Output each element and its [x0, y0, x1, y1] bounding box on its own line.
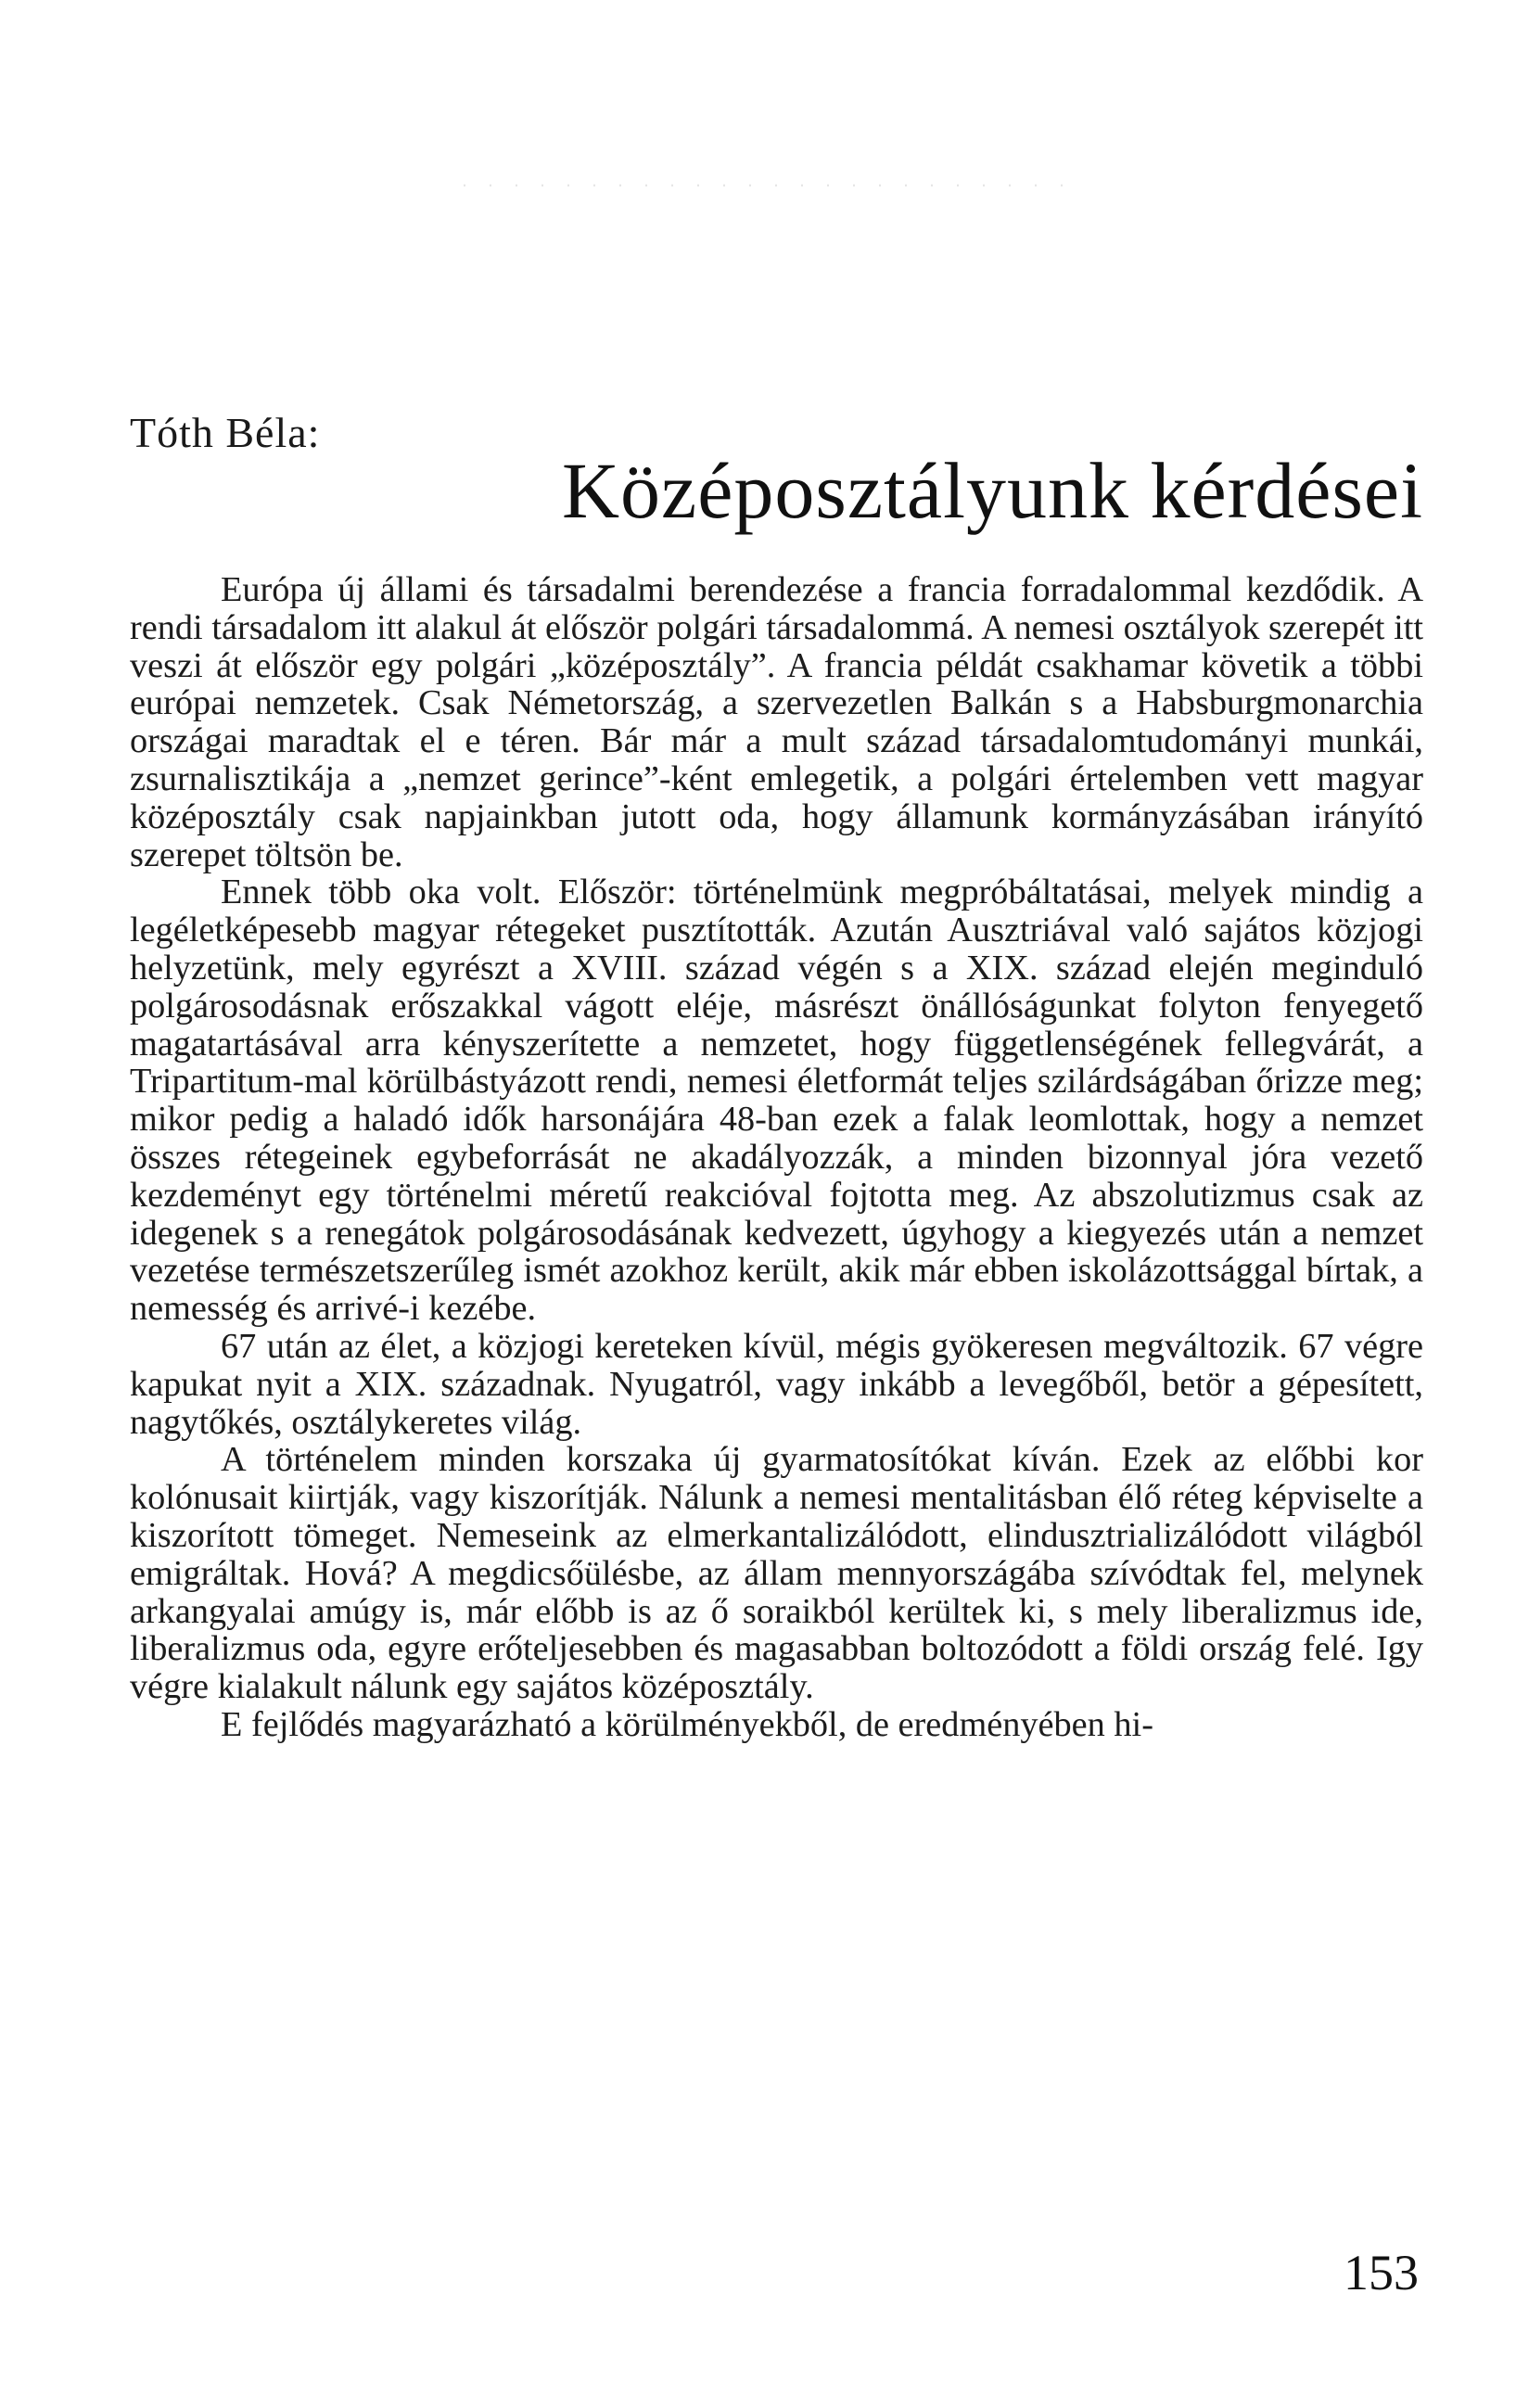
- paragraph: Európa új állami és társadalmi berendezése a francia forradalommal kezdődik. A rendi társadalom itt alakul át először polgári társadalommá. A nemesi osztályok szerepét itt veszi át először egy polgári „középosztály”. A francia példát csakhamar követik a többi európai nemzetek. Csak Németország, a szervezetlen Balkán s a Habsburgmonarchia országai maradtak el e téren. Bár már a mult század társadalomtudományi munkái, zsurnalisztikája a „nemzet gerince”-ként emlegetik, a polgári értelemben vett magyar középosztály csak napjainkban jutott oda, hogy államunk kormányzásában irányító szerepet töltsön be.: [130, 570, 1423, 874]
- paragraph: Ennek több oka volt. Először: történelmünk megpróbáltatásai, melyek mindig a legéletképesebb magyar rétegeket pusztították. Azután Ausztriával való sajátos közjogi helyzetünk, mely egyrészt a XVIII. század végén s a XIX. század elején meginduló polgárosodásnak erőszakkal vágott eléje, másrészt önállóságunkat folyton fenyegető magatartásával arra kényszerítette a nemzetet, hogy függetlenségének fellegvárát, a Tripartitum-mal körülbástyázott rendi, nemesi életformát teljes szilárdságában őrizze meg; mikor pedig a haladó idők harsonájára 48-ban ezek a falak leomlottak, hogy a nemzet összes rétegeinek egybeforrását ne akadályozzák, a minden bizonnyal jóra vezető kezdeményt egy történelmi méretű reakcióval fojtotta meg. Az abszolutizmus csak az idegenek s a renegátok polgárosodásának kedvezett, úgyhogy a kiegyezés után a nemzet vezetése természetszerűleg ismét azokhoz került, akik már ebben iskolázottsággal bírtak, a nemesség és arrivé-i kezébe.: [130, 873, 1423, 1329]
- paragraph: 67 után az élet, a közjogi kereteken kívül, mégis gyökeresen megváltozik. 67 végre kapukat nyit a XIX. századnak. Nyugatról, vagy inkább a levegőből, betör a gépesített, nagytőkés, osztálykeretes világ.: [130, 1326, 1423, 1442]
- author-name: Tóth Béla:: [130, 409, 321, 456]
- article-body: [130, 571, 1423, 1744]
- scan-artifact: [464, 185, 1066, 186]
- paragraph: A történelem minden korszaka új gyarmatosítókat kíván. Ezek az előbbi kor kolónusait kiirtják, vagy kiszorítják. Nálunk a nemesi mentalitásban élő réteg képviselte a kiszorított tömeget. Nemeseink az elmerkantalizálódott, elindusztrializálódott világból emigráltak. Hová? A megdicsőülésbe, az állam mennyországába szívódtak fel, melynek arkangyalai amúgy is, már előbb is az ő soraikból kerültek ki, s mely liberalizmus ide, liberalizmus oda, egyre erőteljesebben és magasabban boltozódott a földi ország felé. Igy végre kialakult nálunk egy sajátos középosztály.: [130, 1440, 1423, 1707]
- page-number: 153: [1344, 2245, 1419, 2300]
- paragraph: E fejlődés magyarázható a körülményekből, de eredményében hi-: [221, 1704, 1153, 1744]
- article-title: Középosztályunk kérdései: [561, 446, 1423, 535]
